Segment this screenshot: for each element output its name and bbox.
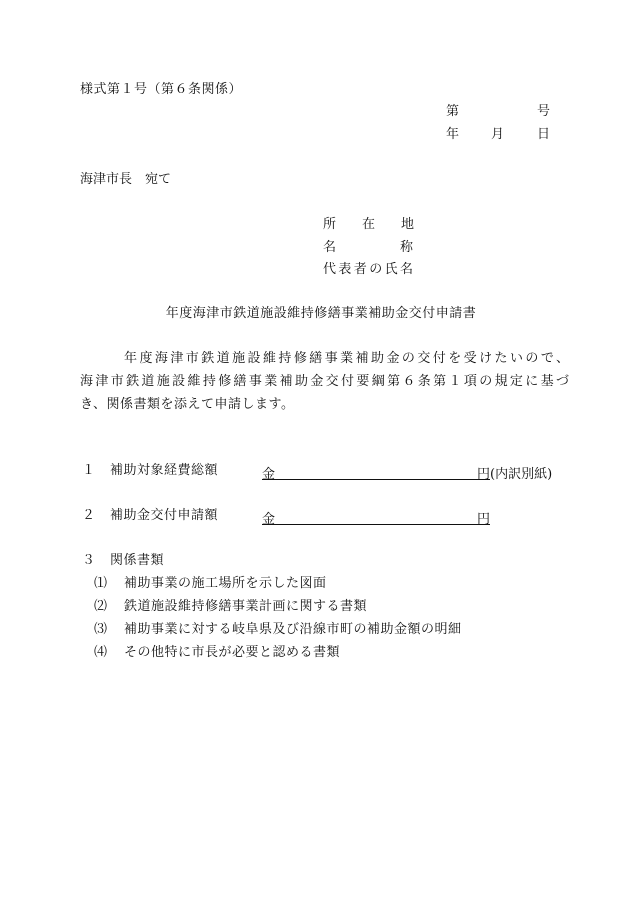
item-2-label: 補助金交付申請額 bbox=[110, 508, 219, 523]
related-documents-heading: 関係書類 bbox=[110, 553, 165, 568]
item-1-amount-underline bbox=[262, 463, 490, 480]
item-1-note: (内訳別紙) bbox=[490, 467, 553, 482]
document-4-number: ⑷ bbox=[94, 645, 108, 660]
applicant-representative-label: 代表者の氏名 bbox=[323, 262, 413, 277]
form-number: 様式第１号（第６条関係） bbox=[80, 82, 243, 97]
document-1-text: 補助事業の施工場所を示した図面 bbox=[124, 576, 327, 591]
document-2-text: 鉄道施設維持修繕事業計画に関する書類 bbox=[124, 599, 368, 614]
item-2-number: ２ bbox=[82, 508, 96, 523]
document-3-text: 補助事業に対する岐阜県及び沿線市町の補助金額の明細 bbox=[124, 622, 462, 637]
body-line-1: 年度海津市鉄道施設維持修繕事業補助金の交付を受けたいので、 bbox=[124, 351, 569, 366]
document-3-number: ⑶ bbox=[94, 622, 108, 637]
item-1-currency-suffix: 円 bbox=[476, 467, 490, 482]
document-number-prefix: 第 bbox=[446, 104, 460, 119]
item-2-currency-suffix: 円 bbox=[476, 512, 490, 527]
date-year: 年 bbox=[446, 127, 460, 142]
item-1-currency-prefix: 金 bbox=[262, 467, 276, 482]
item-1-label: 補助対象経費総額 bbox=[110, 463, 219, 478]
item-2-amount-underline bbox=[262, 508, 490, 525]
applicant-address-label: 所 在 地 bbox=[323, 217, 415, 232]
date-month: 月 bbox=[491, 127, 505, 142]
document-title: 年度海津市鉄道施設維持修繕事業補助金交付申請書 bbox=[165, 306, 477, 321]
document-1-number: ⑴ bbox=[94, 576, 108, 591]
addressee: 海津市長 宛て bbox=[80, 172, 172, 187]
document-2-number: ⑵ bbox=[94, 599, 108, 614]
body-line-2: 海津市鉄道施設維持修繕事業補助金交付要綱第６条第１項の規定に基づ bbox=[80, 374, 569, 389]
body-line-3: き、関係書類を添えて申請します。 bbox=[80, 397, 295, 412]
date-day: 日 bbox=[537, 127, 551, 142]
item-2-currency-prefix: 金 bbox=[262, 512, 276, 527]
item-2-amount-field bbox=[262, 508, 490, 525]
item-1-number: １ bbox=[82, 463, 96, 478]
applicant-name-label: 名 称 bbox=[323, 240, 413, 255]
item-3-number: ３ bbox=[82, 553, 96, 568]
item-1-amount-field bbox=[262, 463, 552, 482]
document-4-text: その他特に市長が必要と認める書類 bbox=[124, 645, 341, 660]
document-number-suffix: 号 bbox=[537, 104, 551, 119]
